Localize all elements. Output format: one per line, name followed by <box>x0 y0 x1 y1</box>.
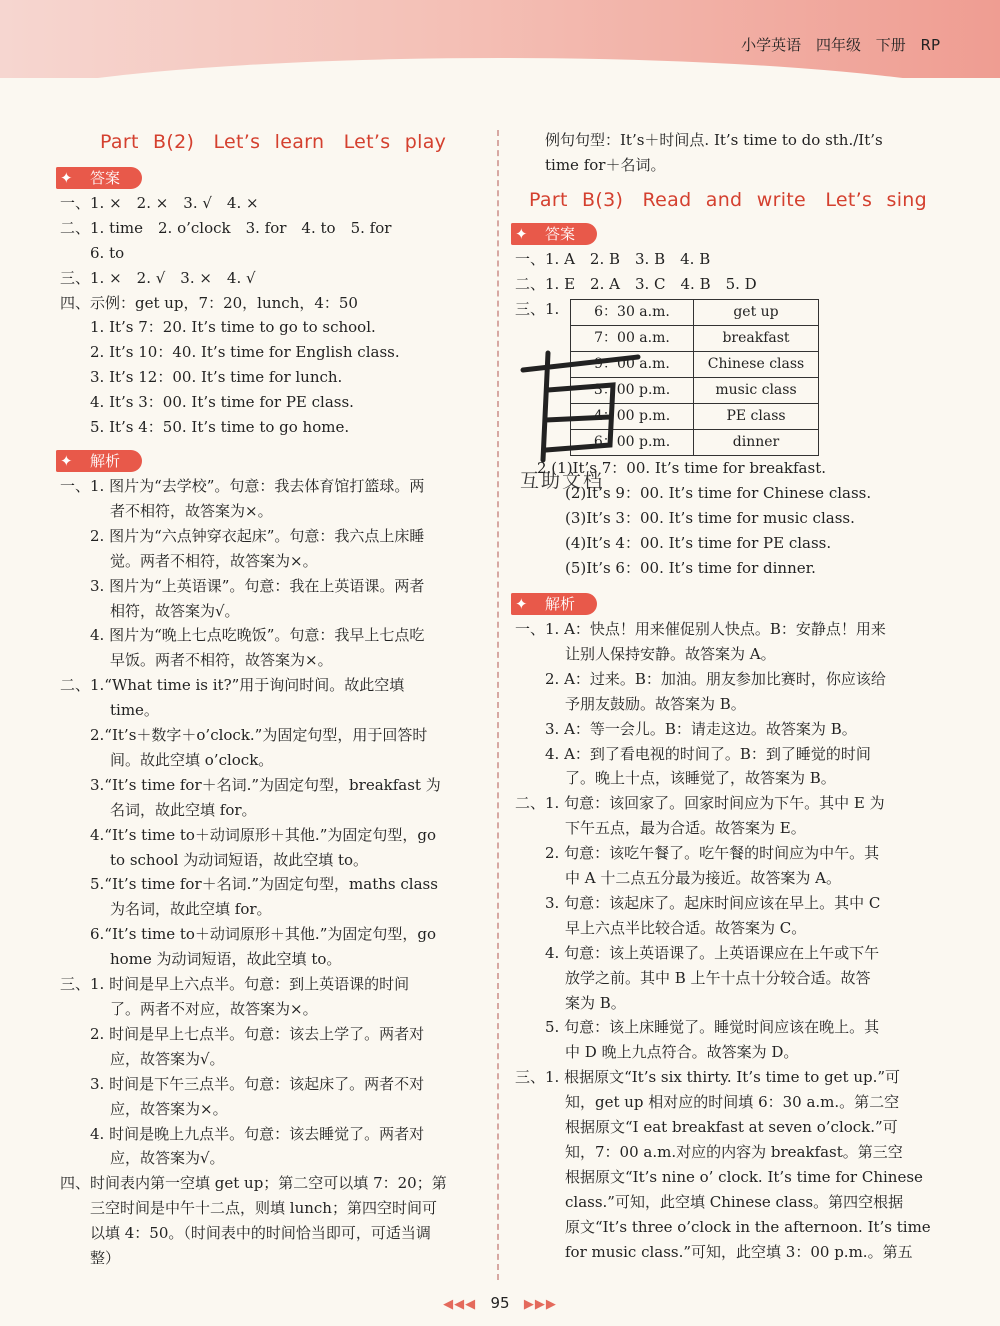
watermark-stamp <box>518 345 648 465</box>
carry-line: time for＋名词。 <box>545 155 666 174</box>
analysis-line: 以填 4：50。（时间表中的时间恰当即可，可适当调 <box>90 1224 431 1243</box>
table-cell-time: 6：30 a.m. <box>571 300 694 326</box>
analysis-line: 间。故此空填 o’clock。 <box>110 750 274 769</box>
analysis-line: 案为 B。 <box>565 993 626 1012</box>
header-grade: 四年级 <box>815 36 861 54</box>
analysis-line: 相符，故答案为√。 <box>110 601 240 620</box>
analysis-line: 4. A：到了看电视的时间了。B：到了睡觉的时间 <box>545 744 871 763</box>
analysis-line: 3.“It’s time for＋名词.”为固定句型，breakfast 为 <box>90 775 441 794</box>
analysis-line: 早饭。两者不相符，故答案为×。 <box>110 651 333 670</box>
analysis-line: 三空时间是中午十二点，则填 lunch；第四空时间可 <box>90 1199 437 1218</box>
table-row <box>571 300 819 326</box>
analysis-line: 6.“It’s time to＋动词原形＋其他.”为固定句型，go <box>90 925 436 944</box>
answer-line: 4. It’s 3：00. It’s time for PE class. <box>90 393 354 412</box>
analysis-badge: ✦ 解析 <box>56 450 142 472</box>
analysis-line: 整） <box>90 1249 121 1268</box>
analysis-line: 2. 图片为“六点钟穿衣起床”。句意：我六点上床睡 <box>90 526 425 545</box>
table-cell-time: 9：00 a.m. <box>571 352 694 378</box>
header-book: 小学英语 <box>741 36 802 54</box>
analysis-line: 3. A：等一会儿。B：请走这边。故答案为 B。 <box>545 719 857 738</box>
analysis-line: 3. 图片为“上英语课”。句意：我在上英语课。两者 <box>90 576 425 595</box>
sentence-line: 2.(1)It’s 7：00. It’s time for breakfast. <box>537 459 826 478</box>
analysis-line: 二、1.“What time is it?”用于询问时间。故此空填 <box>60 676 405 695</box>
analysis-line: 放学之前。其中 B 上午十点十分较合适。故答 <box>565 968 871 987</box>
analysis-line: 四、时间表内第一空填 get up；第二空可以填 7：20；第 <box>60 1174 447 1193</box>
analysis-line: 知，get up 相对应的时间填 6：30 a.m.。第二空 <box>565 1093 900 1112</box>
answer-badge: ✦ 答案 <box>56 167 142 189</box>
analysis-line: 应，故答案为√。 <box>110 1149 225 1168</box>
analysis-line: 一、1. A：快点！用来催促别人快点。B：安静点！用来 <box>515 619 886 638</box>
analysis-line: 2.“It’s＋数字＋o’clock.”为固定句型，用于回答时 <box>90 726 428 745</box>
left-column <box>60 128 480 1271</box>
sentence-line: (3)It’s 3：00. It’s time for music class. <box>565 509 855 528</box>
analysis-line: 知，7：00 a.m.对应的内容为 breakfast。第三空 <box>565 1143 903 1161</box>
analysis-line: 早上六点半比较合适。故答案为 C。 <box>565 918 807 937</box>
answer-line: 一、1. × 2. × 3. √ 4. × <box>60 193 259 212</box>
analysis-line: 让别人保持安静。故答案为 A。 <box>565 644 776 663</box>
analysis-line: 了。晚上十点，该睡觉了，故答案为 B。 <box>565 769 836 788</box>
answer-line: 三、1. <box>515 299 560 318</box>
page-footer <box>0 1294 1000 1312</box>
analysis-line: 中 A 十二点五分最为接近。故答案为 A。 <box>565 869 841 888</box>
table-cell-time: 6：00 p.m. <box>571 430 694 456</box>
analysis-line: 下午五点，最为合适。故答案为 E。 <box>565 819 806 838</box>
answer-line: 3. It’s 12：00. It’s time for lunch. <box>90 368 343 387</box>
analysis-line: 根据原文“It’s nine o’ clock. It’s time for Chinese <box>565 1167 923 1186</box>
answer-line: 2. It’s 10：40. It’s time for English class. <box>90 343 400 362</box>
analysis-line: to school 为动词短语，故此空填 to。 <box>110 850 369 869</box>
analysis-line: 原文“It’s three o’clock in the afternoon. It’s time <box>565 1217 931 1236</box>
table-cell-time: 3：00 p.m. <box>571 378 694 404</box>
analysis-line: 4. 时间是晚上九点半。句意：该去睡觉了。两者对 <box>90 1124 425 1143</box>
watermark-text: 互助文档 <box>520 470 605 492</box>
table-cell-activity: get up <box>694 300 819 326</box>
analysis-line: 应，故答案为×。 <box>110 1099 228 1118</box>
prev-arrows-icon: ◀◀◀ <box>443 1297 477 1312</box>
sentence-line: (5)It’s 6：00. It’s time for dinner. <box>565 559 816 578</box>
analysis-line: for music class.”可知，此空填 3：00 p.m.。第五 <box>565 1242 913 1261</box>
analysis-line: 予朋友鼓励。故答案为 B。 <box>565 694 746 713</box>
analysis-badge: ✦ 解析 <box>511 593 597 615</box>
table-cell-activity: PE class <box>694 404 819 430</box>
analysis-line: 者不相符，故答案为×。 <box>110 501 273 520</box>
star-icon: ✦ <box>60 451 73 470</box>
answer-line: 二、1. time 2. o’clock 3. for 4. to 5. for <box>60 218 392 237</box>
analysis-line: 中 D 晚上九点符合。故答案为 D。 <box>565 1043 799 1062</box>
answer-badge: ✦ 答案 <box>511 223 597 245</box>
analysis-line: 根据原文“I eat breakfast at seven o’clock.”可 <box>565 1118 898 1137</box>
analysis-line: 一、1. 图片为“去学校”。句意：我去体育馆打篮球。两 <box>60 476 425 495</box>
table-cell-time: 7：00 a.m. <box>571 326 694 352</box>
next-arrows-icon: ▶▶▶ <box>523 1297 557 1312</box>
answer-line: 四、示例：get up，7：20，lunch，4：50 <box>60 293 358 312</box>
analysis-line: 3. 时间是下午三点半。句意：该起床了。两者不对 <box>90 1074 425 1093</box>
analysis-line: 5. 句意：该上床睡觉了。睡觉时间应该在晚上。其 <box>545 1018 880 1037</box>
analysis-line: 三、1. 根据原文“It’s six thirty. It’s time to get up.”可 <box>515 1068 901 1087</box>
right-column <box>515 128 940 1265</box>
page-number: 95 <box>490 1294 510 1312</box>
answer-line: 三、1. × 2. √ 3. × 4. √ <box>60 268 256 287</box>
carry-line: 例句句型：It’s＋时间点. It’s time to do sth./It’s <box>545 131 883 149</box>
analysis-line: 2. 时间是早上七点半。句意：该去上学了。两者对 <box>90 1024 425 1043</box>
analysis-line: 3. 句意：该起床了。起床时间应该在早上。其中 C <box>545 893 881 912</box>
column-divider <box>497 130 499 1280</box>
analysis-line: 4.“It’s time to＋动词原形＋其他.”为固定句型，go <box>90 825 436 844</box>
star-icon: ✦ <box>515 594 528 613</box>
left-part-title: Part B(2) Let’s learn Let’s play <box>100 131 447 153</box>
table-cell-activity: Chinese class <box>694 352 819 378</box>
analysis-line: time。 <box>110 701 159 720</box>
answer-line: 1. It’s 7：20. It’s time to go to school. <box>90 318 376 337</box>
answer-line: 5. It’s 4：50. It’s time to go home. <box>90 418 350 437</box>
table-cell-time: 4：00 p.m. <box>571 404 694 430</box>
analysis-line: 2. 句意：该吃午餐了。吃午餐的时间应为中午。其 <box>545 844 880 863</box>
sentence-line: (2)It’s 9：00. It’s time for Chinese class. <box>565 484 872 503</box>
sentence-line: (4)It’s 4：00. It’s time for PE class. <box>565 534 832 553</box>
star-icon: ✦ <box>515 224 528 243</box>
header-edition: RP <box>920 36 940 54</box>
star-icon: ✦ <box>60 168 73 187</box>
right-part-title: Part B(3) Read and write Let’s sing <box>529 188 927 211</box>
analysis-line: 4. 句意：该上英语课了。上英语课应在上午或下午 <box>545 943 880 962</box>
analysis-line: 三、1. 时间是早上六点半。句意：到上英语课的时间 <box>60 975 410 994</box>
analysis-line: 2. A：过来。B：加油。朋友参加比赛时，你应该给 <box>545 669 886 688</box>
analysis-line: 5.“It’s time for＋名词.”为固定句型，maths class <box>90 875 438 894</box>
answer-line: 二、1. E 2. A 3. C 4. B 5. D <box>515 274 757 293</box>
analysis-line: 为名词，故此空填 for。 <box>110 900 272 919</box>
table-cell-activity: breakfast <box>694 326 819 352</box>
analysis-line: home 为动词短语，故此空填 to。 <box>110 950 342 969</box>
answer-line: 6. to <box>90 243 125 262</box>
answer-line: 一、1. A 2. B 3. B 4. B <box>515 249 711 268</box>
analysis-line: 了。两者不对应，故答案为×。 <box>110 1000 318 1018</box>
analysis-line: class.”可知，此空填 Chinese class。第四空根据 <box>565 1192 904 1211</box>
analysis-line: 应，故答案为√。 <box>110 1049 225 1068</box>
table-cell-activity: dinner <box>694 430 819 456</box>
page-header <box>741 34 940 55</box>
table-cell-activity: music class <box>694 378 819 404</box>
header-volume: 下册 <box>875 36 906 54</box>
analysis-line: 二、1. 句意：该回家了。回家时间应为下午。其中 E 为 <box>515 794 885 813</box>
analysis-line: 觉。两者不相符，故答案为×。 <box>110 551 318 570</box>
analysis-line: 4. 图片为“晚上七点吃晚饭”。句意：我早上七点吃 <box>90 626 425 645</box>
analysis-line: 名词，故此空填 for。 <box>110 800 257 819</box>
